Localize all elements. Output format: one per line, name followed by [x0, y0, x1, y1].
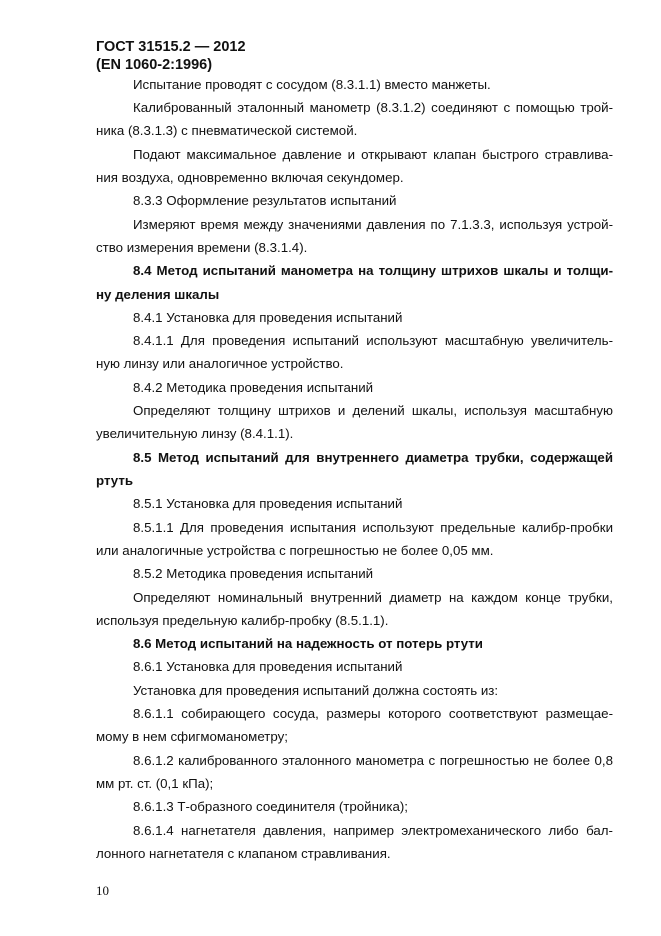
- text-line: Определяют номинальный внутренний диаметр на каждом конце трубки,: [133, 590, 613, 605]
- subsection-heading: 8.5.1 Установка для проведения испытаний: [133, 496, 403, 511]
- standard-number: ГОСТ 31515.2 — 2012: [96, 39, 246, 55]
- text-line: 8.6.1.3 Т-образного соединителя (тройника);: [133, 799, 408, 814]
- text-line: Определяют толщину штрихов и делений шкалы, используя масштабную: [133, 403, 613, 418]
- text-line: 8.6.1.2 калиброванного эталонного манометра с погрешностью не более 0,8: [133, 753, 613, 768]
- text-line: Калиброванный эталонный манометр (8.3.1.2) соединяют с помощью трой-: [133, 100, 613, 115]
- text-line: лонного нагнетателя с клапаном стравливания.: [96, 846, 391, 861]
- standard-equivalent: (EN 1060-2:1996): [96, 57, 213, 73]
- section-heading-bold: ртуть: [96, 473, 134, 488]
- text-line: или аналогичные устройства с погрешностью не более 0,05 мм.: [96, 543, 494, 558]
- text-line: Установка для проведения испытаний должна состоять из:: [133, 683, 499, 698]
- section-heading-bold: ну деления шкалы: [96, 287, 220, 302]
- text-line: 8.4.1.1 Для проведения испытаний используют масштабную увеличитель-: [133, 333, 613, 348]
- text-line: Измеряют время между значениями давления по 7.1.3.3, используя устрой-: [133, 217, 613, 232]
- subsection-heading: 8.6.1 Установка для проведения испытаний: [133, 659, 403, 674]
- section-heading-bold: 8.4 Метод испытаний манометра на толщину штрихов шкалы и толщи-: [133, 263, 613, 278]
- text-line: ния воздуха, одновременно включая секундомер.: [96, 170, 404, 185]
- document-header: [96, 38, 246, 74]
- text-line: ную линзу или аналогичное устройство.: [96, 356, 344, 371]
- text-line: ника (8.3.1.3) с пневматической системой.: [96, 123, 358, 138]
- text-line: мому в нем сфигмоманометру;: [96, 729, 288, 744]
- text-line: Подают максимальное давление и открывают клапан быстрого стравлива-: [133, 147, 613, 162]
- text-line: 8.6.1.4 нагнетателя давления, например электромеханического либо бал-: [133, 823, 613, 838]
- text-line: Испытание проводят с сосудом (8.3.1.1) вместо манжеты.: [133, 77, 491, 92]
- section-heading: 8.3.3 Оформление результатов испытаний: [133, 193, 397, 208]
- subsection-heading: 8.4.2 Методика проведения испытаний: [133, 380, 374, 395]
- subsection-heading: 8.4.1 Установка для проведения испытаний: [133, 310, 403, 325]
- text-line: мм рт. ст. (0,1 кПа);: [96, 776, 214, 791]
- section-heading-bold: 8.6 Метод испытаний на надежность от потерь ртути: [133, 636, 483, 651]
- text-line: 8.5.1.1 Для проведения испытания используют предельные калибр-пробки: [133, 520, 613, 535]
- subsection-heading: 8.5.2 Методика проведения испытаний: [133, 566, 374, 581]
- text-line: 8.6.1.1 собирающего сосуда, размеры которого соответствуют размещае-: [133, 706, 613, 721]
- text-line: увеличительную линзу (8.4.1.1).: [96, 426, 294, 441]
- text-line: используя предельную калибр-пробку (8.5.1.1).: [96, 613, 389, 628]
- page-number: 10: [96, 883, 109, 898]
- section-heading-bold: 8.5 Метод испытаний для внутреннего диаметра трубки, содержащей: [133, 450, 613, 465]
- text-line: ство измерения времени (8.3.1.4).: [96, 240, 308, 255]
